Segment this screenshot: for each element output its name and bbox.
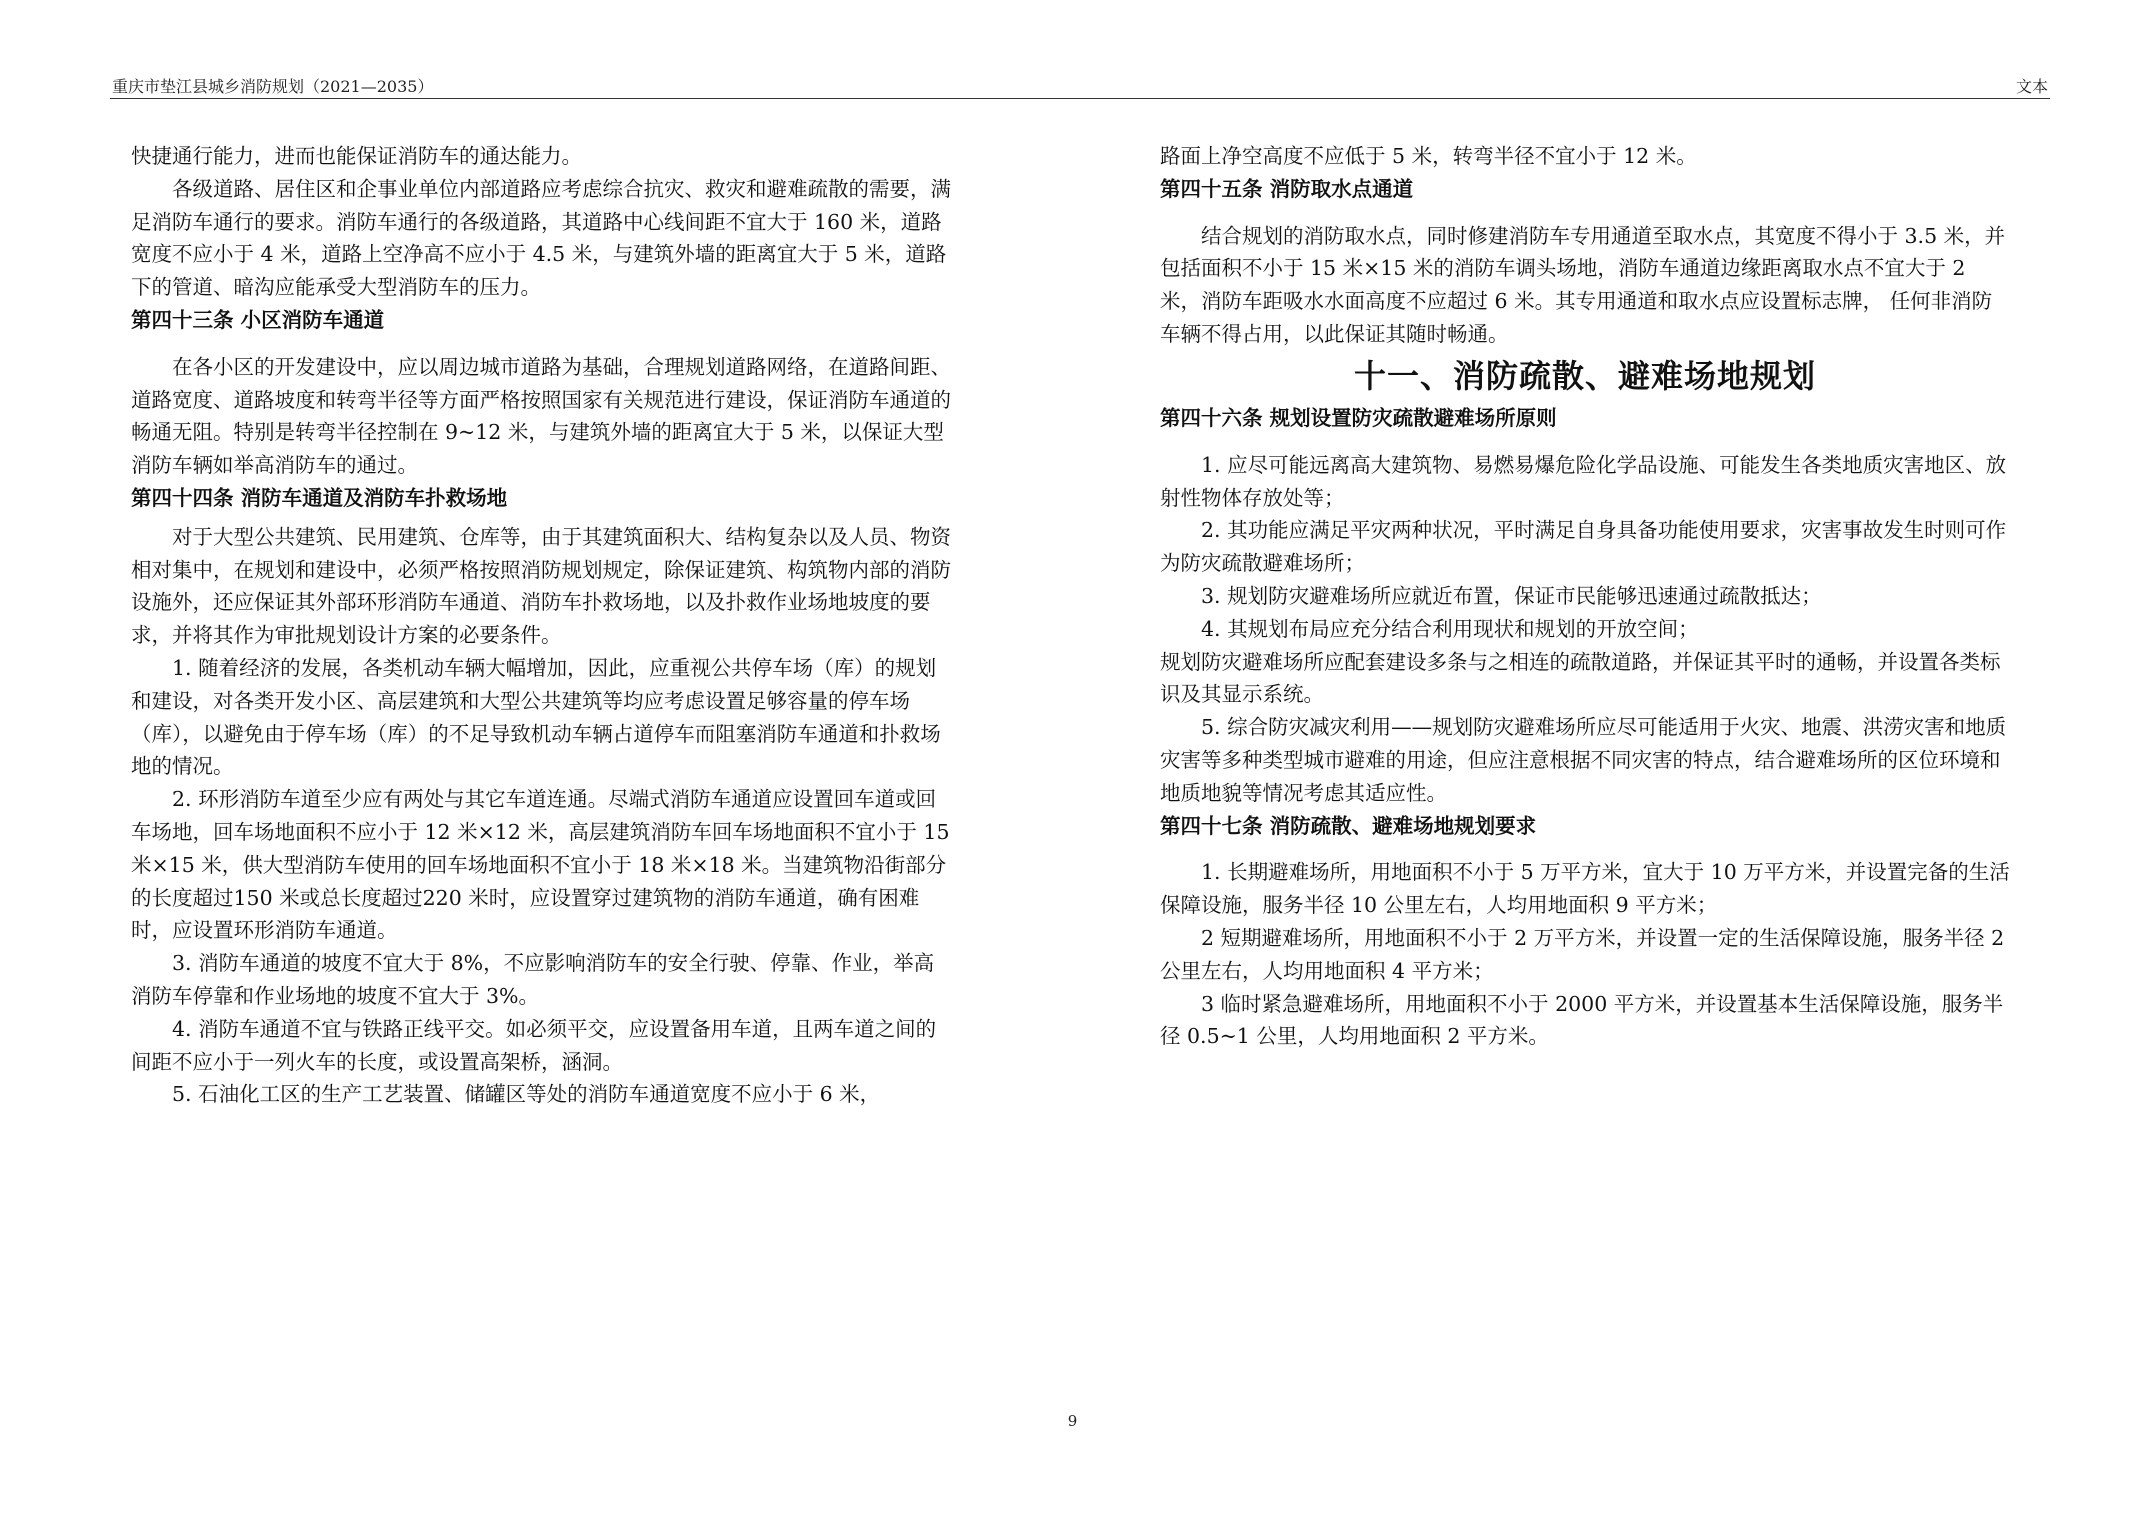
section-title: 十一、消防疏散、避难场地规划 xyxy=(1353,356,1816,395)
page-header xyxy=(110,72,2050,99)
header-label: 文本 xyxy=(2015,77,2048,96)
article-heading: 第四十七条 消防疏散、避难场地规划要求 xyxy=(1160,813,1537,838)
paragraph: 路面上净空高度不应低于 5 米，转弯半径不宜小于 12 米。 xyxy=(1160,144,1697,168)
left-column xyxy=(131,140,951,1111)
paragraph: 快捷通行能力，进而也能保证消防车的通达能力。 xyxy=(131,144,582,168)
paragraph: 规划防灾避难场所应配套建设多条与之相连的疏散道路，并保证其平时的通畅，并设置各类标识及其显示系统。 xyxy=(1160,649,2001,707)
paragraph: 各级道路、居住区和企事业单位内部道路应考虑综合抗灾、救灾和避难疏散的需要，满足消防车通行的要求。消防车通行的各级道路，其道路中心线间距不宜大于 160 米，道路宽度不应小于 4 米，道路上空净高不应小于 4.5 米，与建筑外墙的距离宜大于 5 米，道路下的管道、暗沟应能承受大型消防车的压力。 xyxy=(131,176,951,300)
list-item: 2. 其功能应满足平灾两种状况，平时满足自身具备功能使用要求，灾害事故发生时则可作为防灾疏散避难场所； xyxy=(1160,518,2007,576)
list-item: 2. 环形消防车道至少应有两处与其它车道连通。尽端式消防车通道应设置回车道或回车场地，回车场地面积不应小于 12 米×12 米，高层建筑消防车回车场地面积不宜小于 15 米×15 米，供大型消防车使用的回车场地面积不宜小于 18 米×18 米。当建筑物沿街部分的长度超过150 米或总长度超过220 米时，应设置穿过建筑物的消防车通道，确有困难时，应设置环形消防车通道。 xyxy=(131,787,950,943)
list-item: 3. 消防车通道的坡度不宜大于 8%，不应影响消防车的安全行驶、停靠、作业，举高消防车停靠和作业场地的坡度不宜大于 3%。 xyxy=(131,951,935,1008)
page-number: 9 xyxy=(1067,1412,1078,1430)
list-item: 4. 消防车通道不宜与铁路正线平交。如必须平交，应设置备用车道，且两车道之间的间距不应小于一列火车的长度，或设置高架桥，涵洞。 xyxy=(131,1016,937,1074)
list-item: 5. 综合防灾减灾利用——规划防灾避难场所应尽可能适用于火灾、地震、洪涝灾害和地质灾害等多种类型城市避难的用途，但应注意根据不同灾害的特点，结合避难场所的区位环境和地质地貌等情况考虑其适应性。 xyxy=(1160,715,2007,805)
article-heading: 第四十三条 小区消防车通道 xyxy=(131,307,385,332)
list-item: 1. 应尽可能远离高大建筑物、易燃易爆危险化学品设施、可能发生各类地质灾害地区、放射性物体存放处等； xyxy=(1160,452,2007,510)
article-heading: 第四十四条 消防车通道及消防车扑救场地 xyxy=(131,485,508,510)
article-heading: 第四十五条 消防取水点通道 xyxy=(1160,176,1414,201)
list-item: 3 临时紧急避难场所，用地面积不小于 2000 平方米，并设置基本生活保障设施，服务半径 0.5~1 公里，人均用地面积 2 平方米。 xyxy=(1160,991,2004,1049)
list-item: 1. 长期避难场所，用地面积不小于 5 万平方米，宜大于 10 万平方米，并设置完备的生活保障设施，服务半径 10 公里左右，人均用地面积 9 平方米； xyxy=(1160,860,2010,918)
document-title: 重庆市垫江县城乡消防规划（2021—2035） xyxy=(112,77,434,96)
paragraph: 对于大型公共建筑、民用建筑、仓库等，由于其建筑面积大、结构复杂以及人员、物资相对集中，在规划和建设中，必须严格按照消防规划规定，除保证建筑、构筑物内部的消防设施外，还应保证其外部环形消防车通道、消防车扑救场地，以及扑救作业场地坡度的要求，并将其作为审批规划设计方案的必要条件。 xyxy=(131,524,951,648)
list-item: 5. 石油化工区的生产工艺装置、储罐区等处的消防车通道宽度不应小于 6 米， xyxy=(172,1082,881,1107)
article-heading: 第四十六条 规划设置防灾疏散避难场所原则 xyxy=(1160,405,1557,430)
list-item: 4. 其规划布局应充分结合利用现状和规划的开放空间； xyxy=(1201,616,1699,641)
paragraph: 结合规划的消防取水点，同时修建消防车专用通道至取水点，其宽度不得小于 3.5 米，并包括面积不小于 15 米×15 米的消防车调头场地，消防车通道边缘距离取水点不宜大于 2 米，消防车距吸水水面高度不应超过 6 米。其专用通道和取水点应设置标志牌， 任何非消防车辆不得占用，以此保证其随时畅通。 xyxy=(1160,223,2006,346)
right-column xyxy=(1160,140,2010,1053)
list-item: 3. 规划防灾避难场所应就近布置，保证市民能够迅速通过疏散抵达； xyxy=(1201,583,1822,608)
paragraph: 在各小区的开发建设中，应以周边城市道路为基础，合理规划道路网络，在道路间距、道路宽度、道路坡度和转弯半径等方面严格按照国家有关规范进行建设，保证消防车通道的畅通无阻。特别是转弯半径控制在 9~12 米，与建筑外墙的距离宜大于 5 米，以保证大型消防车辆如举高消防车的通过。 xyxy=(131,354,951,478)
list-item: 2 短期避难场所，用地面积不小于 2 万平方米，并设置一定的生活保障设施，服务半径 2 公里左右，人均用地面积 4 平方米； xyxy=(1160,925,2005,983)
list-item: 1. 随着经济的发展，各类机动车辆大幅增加，因此，应重视公共停车场（库）的规划和建设，对各类开发小区、高层建筑和大型公共建筑等均应考虑设置足够容量的停车场（库），以避免由于停车场（库）的不足导致机动车辆占道停车而阻塞消防车通道和扑救场地的情况。 xyxy=(131,655,941,779)
